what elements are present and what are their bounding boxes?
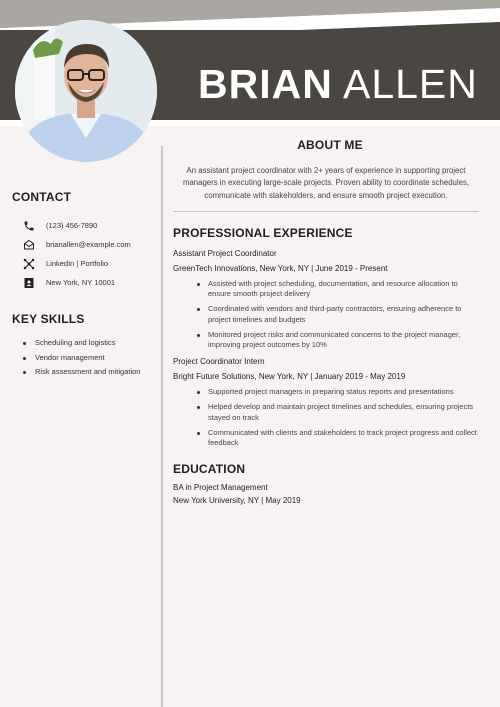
list-item: Supported project managers in preparing status reports and presentations xyxy=(173,387,479,397)
list-item: Coordinated with vendors and third-party contractors, ensuring adherence to project timelines and budgets xyxy=(173,304,479,324)
column-divider xyxy=(161,146,163,707)
about-text: An assistant project coordinator with 2+ years of experience in supporting project managers in executing large-scale projects. Proven ability to coordinate schedules, communicate with stakeholders, and ensure smooth project execution. xyxy=(182,166,470,200)
list-item: Communicated with clients and stakeholders to track project progress and collect feedback xyxy=(173,428,479,448)
contact-heading: CONTACT xyxy=(12,190,72,204)
job-organization: GreenTech Innovations, New York, NY | June 2019 - Present xyxy=(173,263,388,273)
skills-list xyxy=(12,336,157,380)
contact-address xyxy=(12,273,157,292)
profile-photo-illustration xyxy=(15,20,157,162)
list-item: Vendor management xyxy=(12,351,157,366)
contact-links[interactable] xyxy=(12,254,157,273)
about-heading: ABOUT ME xyxy=(297,138,363,152)
job-entry xyxy=(173,357,479,448)
sidebar xyxy=(12,190,157,380)
last-name: ALLEN xyxy=(342,61,478,107)
job-bullets xyxy=(173,279,479,350)
job-organization: Bright Future Solutions, New York, NY | January 2019 - May 2019 xyxy=(173,372,406,382)
contact-list xyxy=(12,216,157,292)
education-degree: BA in Project Management xyxy=(173,483,268,493)
profile-photo xyxy=(15,20,157,162)
phone-icon xyxy=(22,219,36,233)
job-bullets xyxy=(173,387,479,448)
list-item: Monitored project risks and communicated concerns to the project manager, improving project outcomes by 10% xyxy=(173,330,479,350)
contact-address-text: New York, NY 10001 xyxy=(46,278,116,287)
job-entry xyxy=(173,249,479,350)
section-divider xyxy=(173,211,479,212)
list-item: Helped develop and maintain project timelines and schedules, ensuring projects stayed on track xyxy=(173,402,479,422)
list-item: Risk assessment and mitigation xyxy=(12,365,157,380)
email-icon xyxy=(22,238,36,252)
main-column xyxy=(173,138,479,505)
job-title: Assistant Project Coordinator xyxy=(173,248,277,258)
list-item: Scheduling and logistics xyxy=(12,336,157,351)
address-book-icon xyxy=(22,276,36,290)
candidate-name xyxy=(198,61,498,107)
first-name: BRIAN xyxy=(198,61,333,107)
education-heading: EDUCATION xyxy=(173,462,246,477)
experience-heading: PROFESSIONAL EXPERIENCE xyxy=(173,225,353,240)
skills-heading: KEY SKILLS xyxy=(12,312,85,326)
contact-email[interactable] xyxy=(12,235,157,254)
contact-phone-text: (123) 456-7890 xyxy=(46,221,98,230)
list-item: Assisted with project scheduling, documentation, and resource allocation to ensure smooth project delivery xyxy=(173,279,479,299)
education-school: New York University, NY | May 2019 xyxy=(173,496,301,506)
network-icon xyxy=(22,257,36,271)
job-title: Project Coordinator Intern xyxy=(173,357,265,367)
contact-email-text: brianallen@example.com xyxy=(46,240,131,249)
contact-links-text: LinkedIn | Portfolio xyxy=(46,259,108,268)
contact-phone xyxy=(12,216,157,235)
